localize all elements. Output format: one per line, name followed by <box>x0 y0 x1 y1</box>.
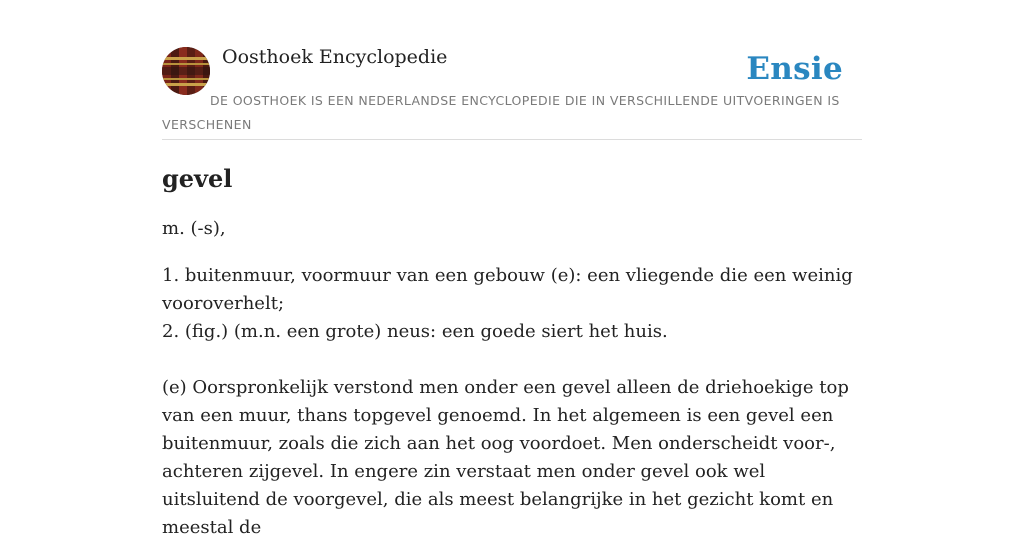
page-title: gevel <box>162 164 233 193</box>
article <box>162 160 862 542</box>
site-name[interactable]: Oosthoek Encyclopedie <box>222 46 448 68</box>
tagline: DE OOSTHOEK IS EEN NEDERLANDSE ENCYCLOPEDIE DIE IN VERSCHILLENDE UITVOERINGEN IS VERSCHENEN <box>162 93 840 132</box>
brand-logo[interactable]: Ensie <box>746 51 843 87</box>
definition-item: 1. buitenmuur, voormuur van een gebouw (e): een vliegende die een weinig vooroverhelt; <box>162 265 853 314</box>
book-spines-icon <box>162 47 210 95</box>
definition-item: 2. (fig.) (m.n. een grote) neus: een goede siert het huis. <box>162 321 668 342</box>
grammar-info: m. (-s), <box>162 218 226 239</box>
avatar[interactable] <box>162 47 210 95</box>
definitions-list <box>162 262 862 346</box>
header-divider <box>162 139 862 140</box>
encyclopedia-note: (e) Oorspronkelijk verstond men onder een gevel alleen de driehoekige top van een muur, thans topgevel genoemd. In het algemeen is een gevel een buitenmuur, zoals die zich aan het oog voordoet. Men onderscheidt voor-, achteren zijgevel. In engere zin verstaat men onder gevel ook wel uitsluitend de voorgevel, die als meest belangrijke in het gezicht komt en meestal de <box>162 377 849 538</box>
